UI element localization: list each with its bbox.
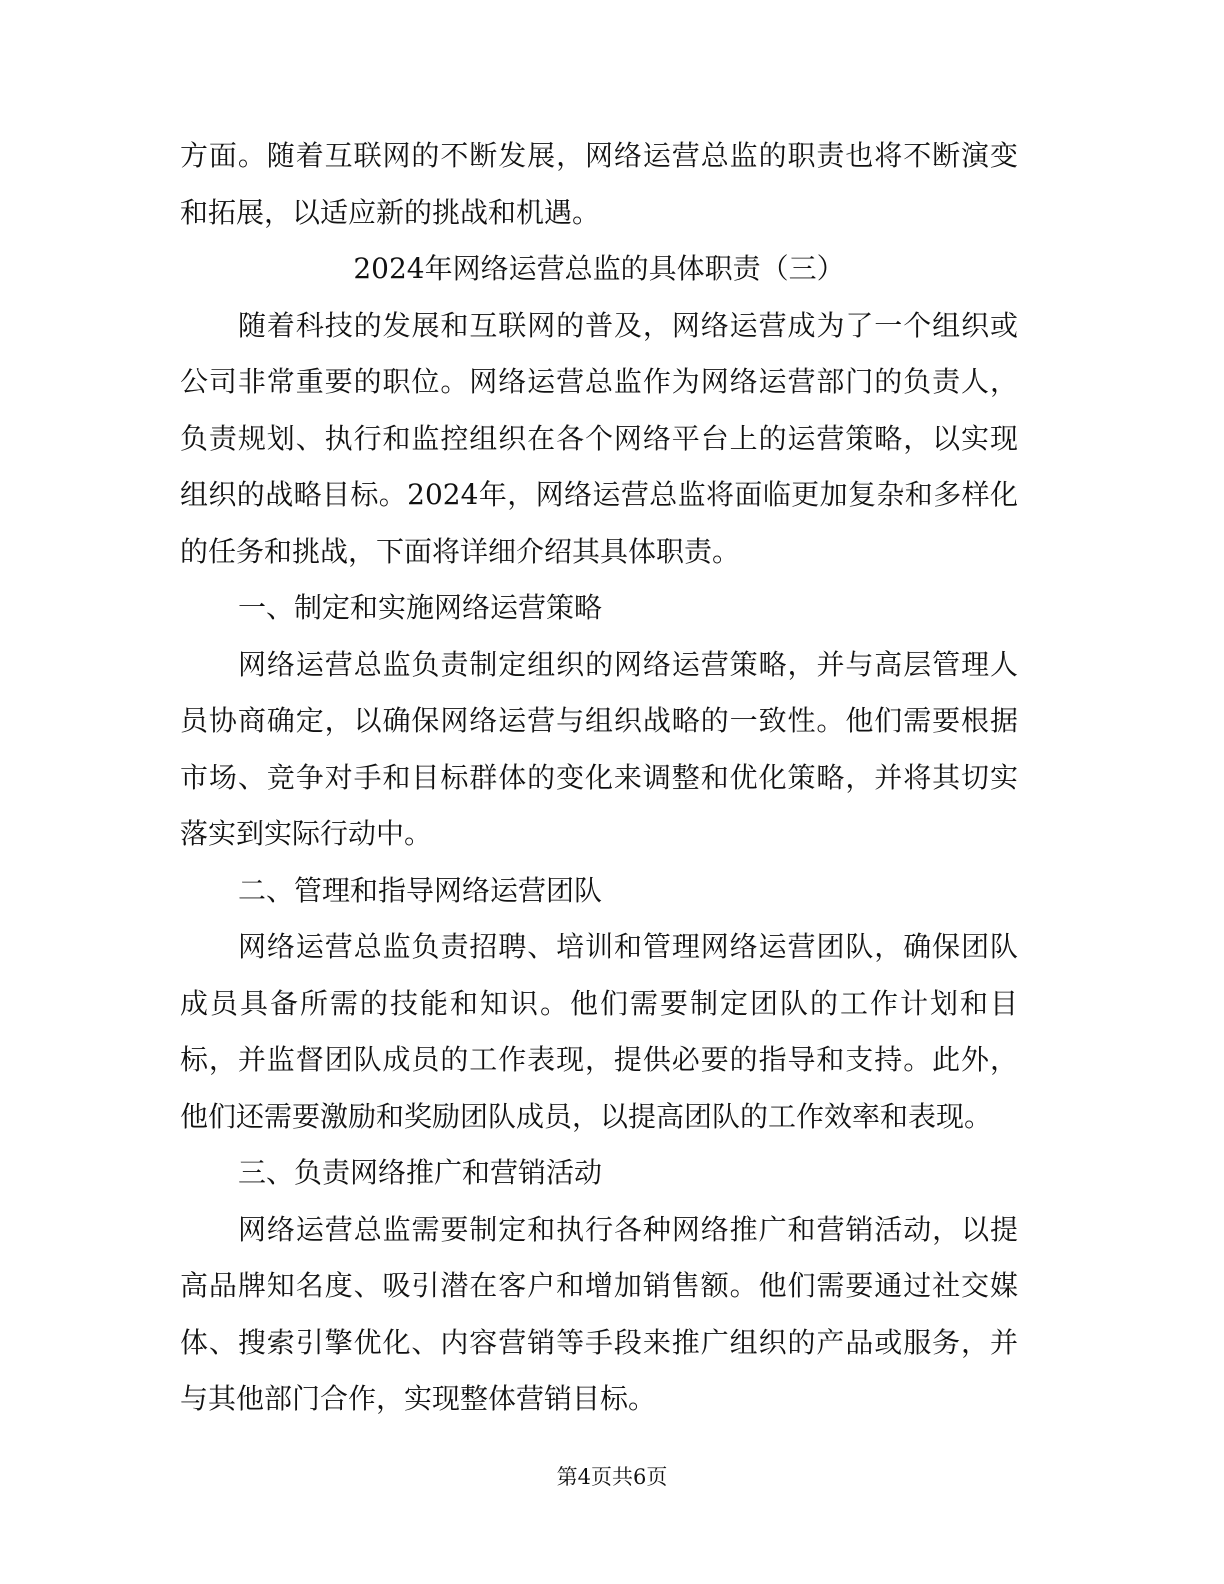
- intro-paragraph: 随着科技的发展和互联网的普及，网络运营成为了一个组织或公司非常重要的职位。网络运营总监作为网络运营部门的负责人，负责规划、执行和监控组织在各个网络平台上的运营策略，以实现组织的战略目标。2024年，网络运营总监将面临更加复杂和多样化的任务和挑战，下面将详细介绍其具体职责。: [180, 308, 1018, 568]
- section-body-2: 网络运营总监负责招聘、培训和管理网络运营团队，确保团队成员具备所需的技能和知识。他们需要制定团队的工作计划和目标，并监督团队成员的工作表现，提供必要的指导和支持。此外，他们还需要激励和奖励团队成员，以提高团队的工作效率和表现。: [180, 930, 1018, 1133]
- page-number-footer: 第4页共6页: [556, 1465, 668, 1489]
- section-title: 2024年网络运营总监的具体职责（三）: [353, 252, 845, 285]
- section-heading-1: 一、制定和实施网络运营策略: [238, 591, 603, 624]
- section-body-1: 网络运营总监负责制定组织的网络运营策略，并与高层管理人员协商确定，以确保网络运营与组织战略的一致性。他们需要根据市场、竞争对手和目标群体的变化来调整和优化策略，并将其切实落实到实际行动中。: [180, 647, 1018, 850]
- section-body-3: 网络运营总监需要制定和执行各种网络推广和营销活动，以提高品牌知名度、吸引潜在客户和增加销售额。他们需要通过社交媒体、搜索引擎优化、内容营销等手段来推广组织的产品或服务，并与其他部门合作，实现整体营销目标。: [180, 1212, 1018, 1415]
- continuation-paragraph: 方面。随着互联网的不断发展，网络运营总监的职责也将不断演变和拓展，以适应新的挑战和机遇。: [180, 139, 1018, 229]
- document-body: [180, 128, 1018, 1428]
- section-heading-3: 三、负责网络推广和营销活动: [238, 1156, 603, 1189]
- section-heading-2: 二、管理和指导网络运营团队: [238, 873, 603, 907]
